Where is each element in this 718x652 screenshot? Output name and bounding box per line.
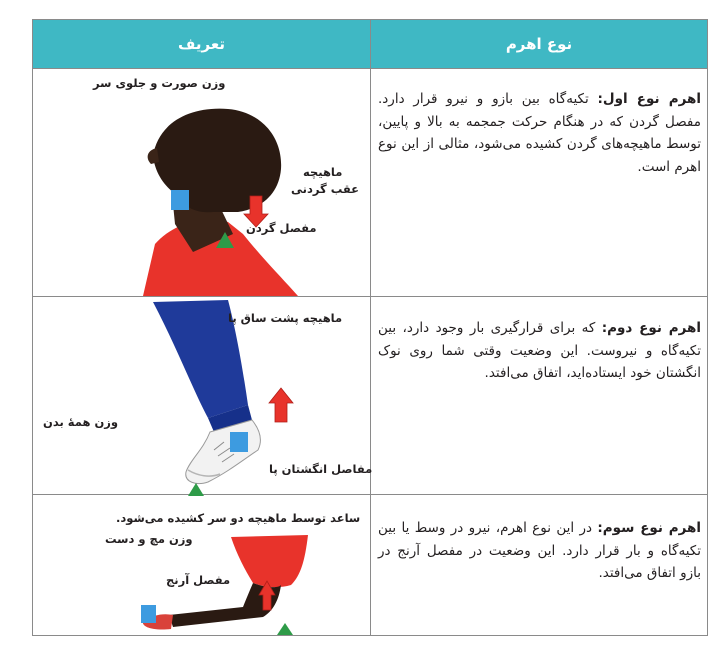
force-arrow-up-icon [269, 388, 293, 422]
load-marker-icon [141, 605, 156, 623]
row2-joint-label: مفاصل انگشتان پا [269, 462, 373, 476]
row3-muscle-label: ساعد توسط ماهیچه دو سر کشیده می‌شود. [116, 511, 361, 525]
row-divider-2 [33, 494, 707, 495]
row1-muscle-label-1: ماهیچه [303, 165, 343, 179]
row2-load-label: وزن همهٔ بدن [43, 415, 119, 429]
fulcrum-triangle-icon [277, 623, 293, 635]
row1-description [378, 88, 701, 178]
row2-text: که برای قرارگیری بار وجود دارد، بین تکیه‌گاه و نیروست. این وضعیت وقتی شما روی نوک انگشتان خود ایستاده‌اید، اتفاق می‌افتد. [378, 320, 701, 381]
header-lever-type: نوع اهرم [505, 35, 573, 53]
row3-text: در این نوع اهرم، نیرو در وسط یا بین تکیه‌گاه و بار قرار دارد. این وضعیت در مفصل آرنج در بازو اتفاق می‌افتد. [378, 520, 701, 581]
row1-text: تکیه‌گاه بین بازو و نیرو قرار دارد. مفصل گردن که در هنگام حرکت جمجمه به بالا و پایین، توسط ماهیچه‌های گردن کشیده می‌شود، مثالی از این نوع اهرم است. [378, 91, 701, 175]
row1-muscle-label-2: عقب گردنی [291, 182, 360, 196]
row2-muscle-label: ماهیچه پشت ساق پا [228, 311, 343, 325]
load-marker-icon [230, 432, 248, 452]
row1-title: اهرم نوع اول: [597, 91, 701, 107]
header-definition: تعریف [178, 35, 225, 53]
lever-types-table [32, 19, 708, 636]
row-divider-1 [33, 296, 707, 297]
row2-description [378, 317, 701, 385]
row3-description [378, 517, 701, 585]
row1-joint-label: مفصل گردن [246, 221, 317, 235]
row3-title: اهرم نوع سوم: [597, 520, 702, 536]
row3-load-label: وزن مچ و دست [105, 532, 193, 546]
fulcrum-triangle-icon [188, 483, 204, 496]
load-marker-icon [171, 190, 189, 210]
row2-title: اهرم نوع دوم: [601, 320, 701, 336]
column-divider [370, 20, 371, 635]
row3-joint-label: مفصل آرنج [166, 573, 231, 587]
row1-load-label: وزن صورت و جلوی سر [93, 76, 226, 90]
